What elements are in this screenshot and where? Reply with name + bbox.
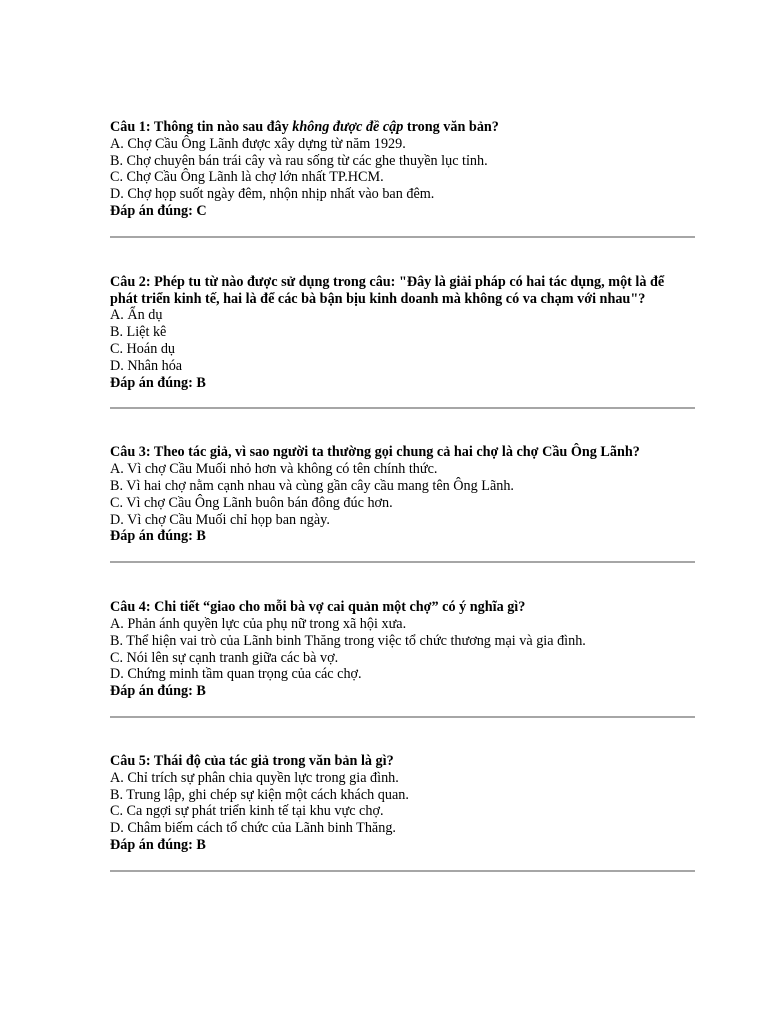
question-5-option-a: A. Chỉ trích sự phân chia quyền lực trong gia đình.	[110, 769, 399, 786]
question-1-option-c: C. Chợ Cầu Ông Lãnh là chợ lớn nhất TP.HCM.	[110, 169, 384, 186]
question-5-option-d: D. Châm biếm cách tổ chức của Lãnh binh Thăng.	[110, 820, 396, 837]
question-1-option-a: A. Chợ Cầu Ông Lãnh được xây dựng từ năm 1929.	[110, 135, 406, 152]
question-3-option-d: D. Vì chợ Cầu Muối chỉ họp ban ngày.	[110, 511, 330, 528]
divider	[110, 236, 695, 238]
question-5	[110, 753, 695, 854]
question-1-title-suffix: trong văn bản?	[403, 119, 499, 135]
quiz-document	[110, 119, 695, 872]
question-4-option-c: C. Nói lên sự cạnh tranh giữa các bà vợ.	[110, 649, 339, 666]
question-3-option-b: B. Vì hai chợ nằm cạnh nhau và cùng gần cây cầu mang tên Ông Lãnh.	[110, 477, 514, 494]
question-3	[110, 444, 695, 545]
question-5-option-c: C. Ca ngợi sự phát triển kinh tế tại khu vực chợ.	[110, 803, 384, 820]
question-2-option-a: A. Ẩn dụ	[110, 307, 163, 324]
divider	[110, 716, 695, 718]
question-4	[110, 599, 695, 700]
question-1-title	[110, 119, 695, 136]
question-5-title: Câu 5: Thái độ của tác giả trong văn bản là gì?	[110, 752, 394, 769]
question-4-option-d: D. Chứng minh tầm quan trọng của các chợ.	[110, 666, 362, 683]
question-1-option-b: B. Chợ chuyên bán trái cây và rau sống từ các ghe thuyền lục tỉnh.	[110, 152, 488, 169]
question-4-option-b: B. Thể hiện vai trò của Lãnh binh Thăng trong việc tổ chức thương mại và gia đình.	[110, 632, 586, 649]
question-1-title-emphasis: không được đề cập	[292, 119, 404, 135]
question-4-title: Câu 4: Chi tiết “giao cho mỗi bà vợ cai quản một chợ” có ý nghĩa gì?	[110, 599, 526, 616]
divider	[110, 407, 695, 409]
question-5-option-b: B. Trung lập, ghi chép sự kiện một cách khách quan.	[110, 786, 409, 803]
question-1	[110, 119, 695, 220]
question-3-answer: Đáp án đúng: B	[110, 528, 206, 545]
question-2-option-b: B. Liệt kê	[110, 324, 167, 341]
question-4-option-a: A. Phản ánh quyền lực của phụ nữ trong xã hội xưa.	[110, 615, 407, 632]
question-3-option-c: C. Vì chợ Cầu Ông Lãnh buôn bán đông đúc hơn.	[110, 494, 393, 511]
question-1-option-d: D. Chợ họp suốt ngày đêm, nhộn nhịp nhất vào ban đêm.	[110, 186, 435, 203]
question-1-title-prefix: Câu 1: Thông tin nào sau đây	[110, 119, 293, 135]
question-1-answer: Đáp án đúng: C	[110, 202, 207, 219]
question-2	[110, 274, 695, 392]
question-2-answer: Đáp án đúng: B	[110, 374, 206, 391]
question-4-answer: Đáp án đúng: B	[110, 683, 206, 700]
question-3-title: Câu 3: Theo tác giả, vì sao người ta thường gọi chung cả hai chợ là chợ Cầu Ông Lãnh?	[110, 444, 640, 461]
question-3-option-a: A. Vì chợ Cầu Muối nhỏ hơn và không có tên chính thức.	[110, 461, 438, 478]
divider	[110, 561, 695, 563]
question-2-title: Câu 2: Phép tu từ nào được sử dụng trong câu: "Đây là giải pháp có hai tác dụng, một là để phát triển kinh tế, hai là để các bà bận bịu kinh doanh mà không có va chạm với nhau"?	[110, 273, 665, 307]
divider	[110, 870, 695, 872]
question-2-option-d: D. Nhân hóa	[110, 357, 183, 374]
question-2-option-c: C. Hoán dụ	[110, 340, 176, 357]
question-5-answer: Đáp án đúng: B	[110, 836, 206, 853]
